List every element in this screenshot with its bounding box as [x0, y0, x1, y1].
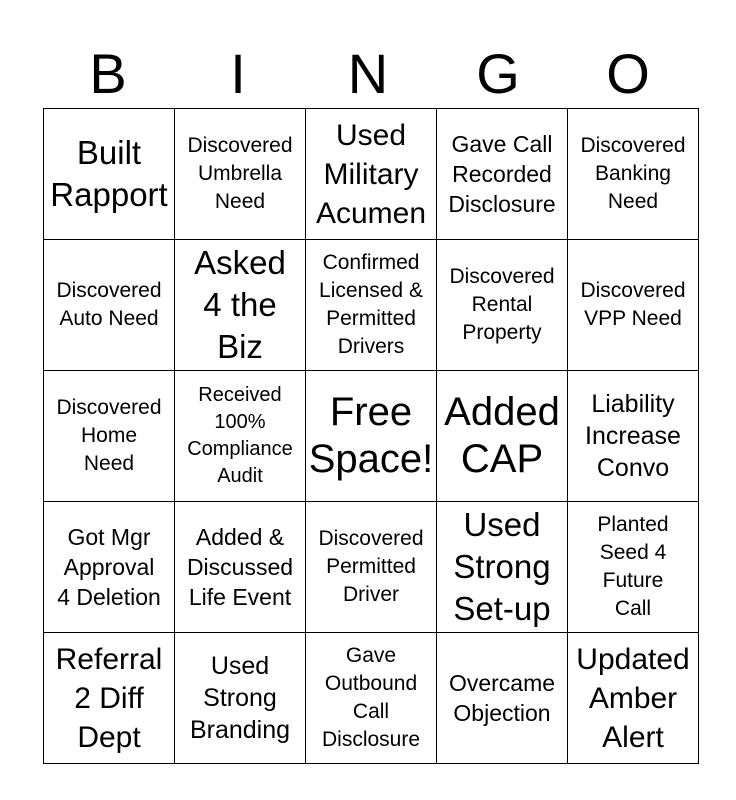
bingo-cell[interactable] — [306, 240, 437, 371]
cell-label: Planted Seed 4 Future Call — [597, 513, 669, 620]
bingo-cell[interactable] — [568, 240, 699, 371]
bingo-cell[interactable] — [568, 109, 699, 240]
header-letter-g: G — [476, 42, 520, 105]
header-letter-n: N — [347, 42, 389, 105]
cell-label: Used Strong Set-up — [453, 506, 551, 627]
bingo-cell[interactable] — [437, 371, 568, 502]
cell-label: Referral 2 Diff Dept — [55, 642, 163, 754]
bingo-cell[interactable] — [568, 371, 699, 502]
bingo-cell[interactable] — [175, 240, 306, 371]
board-row — [44, 502, 699, 633]
header-letter-o: O — [606, 42, 650, 105]
board-row — [44, 109, 699, 240]
bingo-cell[interactable] — [175, 633, 306, 764]
cell-label: Received 100% Compliance Audit — [187, 384, 293, 487]
bingo-cell free-space[interactable] — [306, 371, 437, 502]
board-row — [44, 371, 699, 502]
cell-label: Discovered Permitted Driver — [318, 527, 424, 606]
bingo-header — [43, 40, 693, 108]
bingo-cell[interactable] — [44, 371, 175, 502]
cell-label: Discovered Rental Property — [449, 265, 555, 344]
bingo-cell[interactable] — [44, 240, 175, 371]
bingo-cell[interactable] — [175, 109, 306, 240]
header-letter-b: B — [89, 42, 127, 105]
cell-label: Added CAP — [444, 390, 560, 481]
cell-label: Used Military Acumen — [315, 118, 427, 230]
cell-label: Added & Discussed Life Event — [186, 524, 294, 610]
bingo-cell[interactable] — [437, 109, 568, 240]
board-row — [44, 633, 699, 764]
cell-label: Discovered Auto Need — [56, 279, 162, 330]
bingo-cell[interactable] — [44, 502, 175, 633]
bingo-cell[interactable] — [175, 502, 306, 633]
bingo-cell[interactable] — [44, 109, 175, 240]
cell-label: Used Strong Branding — [189, 652, 291, 744]
bingo-cell[interactable] — [44, 633, 175, 764]
cell-label: Discovered VPP Need — [580, 279, 686, 330]
bingo-cell[interactable] — [175, 371, 306, 502]
board-row — [44, 240, 699, 371]
bingo-cell[interactable] — [437, 633, 568, 764]
bingo-cell[interactable] — [568, 502, 699, 633]
cell-label: Got Mgr Approval 4 Deletion — [57, 524, 161, 610]
cell-label: Discovered Banking Need — [580, 134, 686, 213]
cell-label: Gave Outbound Call Disclosure — [321, 644, 421, 751]
cell-label: Discovered Umbrella Need — [187, 134, 293, 213]
cell-label: Overcame Objection — [448, 670, 556, 726]
cell-label: Asked 4 the Biz — [194, 244, 286, 365]
bingo-cell[interactable] — [306, 633, 437, 764]
cell-label: Updated Amber Alert — [576, 642, 690, 754]
cell-label: Gave Call Recorded Disclosure — [448, 131, 556, 217]
bingo-cell[interactable] — [437, 240, 568, 371]
cell-label: Discovered Home Need — [56, 396, 162, 475]
cell-label: Liability Increase Convo — [585, 390, 681, 482]
bingo-cell[interactable] — [306, 502, 437, 633]
cell-label: Confirmed Licensed & Permitted Drivers — [319, 251, 423, 358]
bingo-cell[interactable] — [437, 502, 568, 633]
free-space-label: Free Space! — [308, 390, 434, 481]
cell-label: Built Rapport — [50, 134, 168, 213]
bingo-board — [43, 108, 699, 764]
header-letter-i: I — [230, 42, 246, 105]
bingo-cell[interactable] — [306, 109, 437, 240]
bingo-cell[interactable] — [568, 633, 699, 764]
